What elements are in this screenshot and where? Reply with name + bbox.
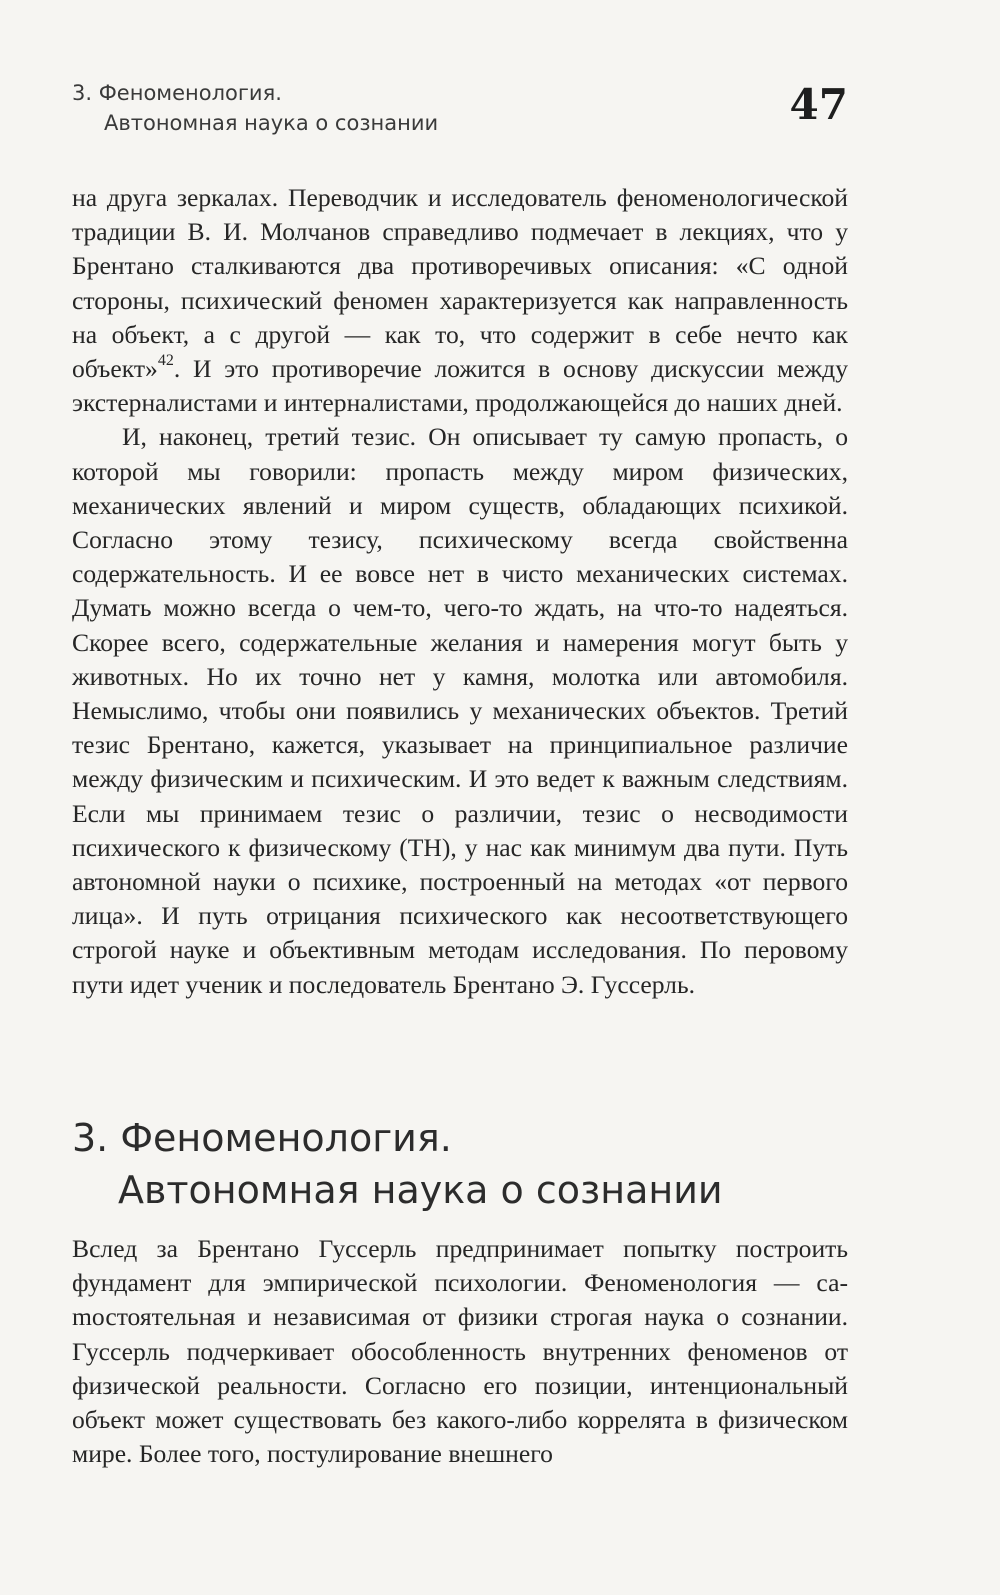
section-heading-line-2: Автономная наука о сознании xyxy=(118,1168,723,1212)
paragraph-1-text-continued: . И это противоречие ложится в основу дискуссии между экстерналистами и интерналистами, продолжающейся до наших дней. xyxy=(72,354,848,418)
running-head-line-2: Автономная наука о сознании xyxy=(104,111,439,135)
running-head xyxy=(72,78,438,138)
paragraph-3: Вслед за Брентано Гуссерль предпринимает попытку построить фундамент для эмпирической психологии. Феноменология — саmостоятельная и независимая от физики строгая наука о сознании. Гуссерль подчеркивает обособленность внутренних феноменов от физической реальности. Согласно его позиции, интенциональный объект может существовать без какого-либо коррелята в физическом мире. Более того, постулирование внешнего xyxy=(72,1234,848,1469)
section-heading-line-1: 3. Феноменология. xyxy=(72,1116,452,1160)
paragraph-2: И, наконец, третий тезис. Он описывает ту самую пропасть, о которой мы говорили: пропасть между миром физических, механических явлений и миром существ, обладающих психикой. Согласно этому тезису, психическому всегда свойственна содержательность. И ее вовсе нет в чисто механических системах. Думать можно всегда о чем-то, чего-то ждать, на что-то надеяться. Скорее всего, содержательные желания и намерения могут быть у животных. Но их точно нет у камня, молотка или автомобиля. Немыслимо, чтобы они появились у механических объектов. Третий тезис Брентано, кажется, указывает на принципиальное различие между физическим и психическим. И это ведет к важным следствиям. Если мы принимаем тезис о различии, тезис о несводимости психического к физическому (ТН), у нас как минимум два пути. Путь автономной науки о психике, построенный на методах «от первого лица». И путь отрицания психического как несоответствующего строгой науке и объективным методам исследования. По перовому пути идет ученик и последователь Брентано Э. Гуссерль. xyxy=(72,422,848,999)
paragraph-1 xyxy=(72,181,848,420)
page-number: 47 xyxy=(789,80,848,129)
running-head-line-1: 3. Феноменология. xyxy=(72,81,282,105)
paragraph-1-text: на друга зеркалах. Переводчик и исследователь феноменологической традиции В. И. Молчанов справедливо подмечает в лекциях, что у Брентано сталкиваются два противоречивых описания: «С одной стороны, психический феномен характеризуется как направленность на объект, а с другой — как то, что содержит в себе нечто как объект» xyxy=(72,183,848,384)
footnote-reference: 42 xyxy=(157,352,174,370)
body-text-bottom xyxy=(72,1232,848,1471)
body-text-top xyxy=(72,181,848,1002)
section-heading xyxy=(72,1112,723,1216)
